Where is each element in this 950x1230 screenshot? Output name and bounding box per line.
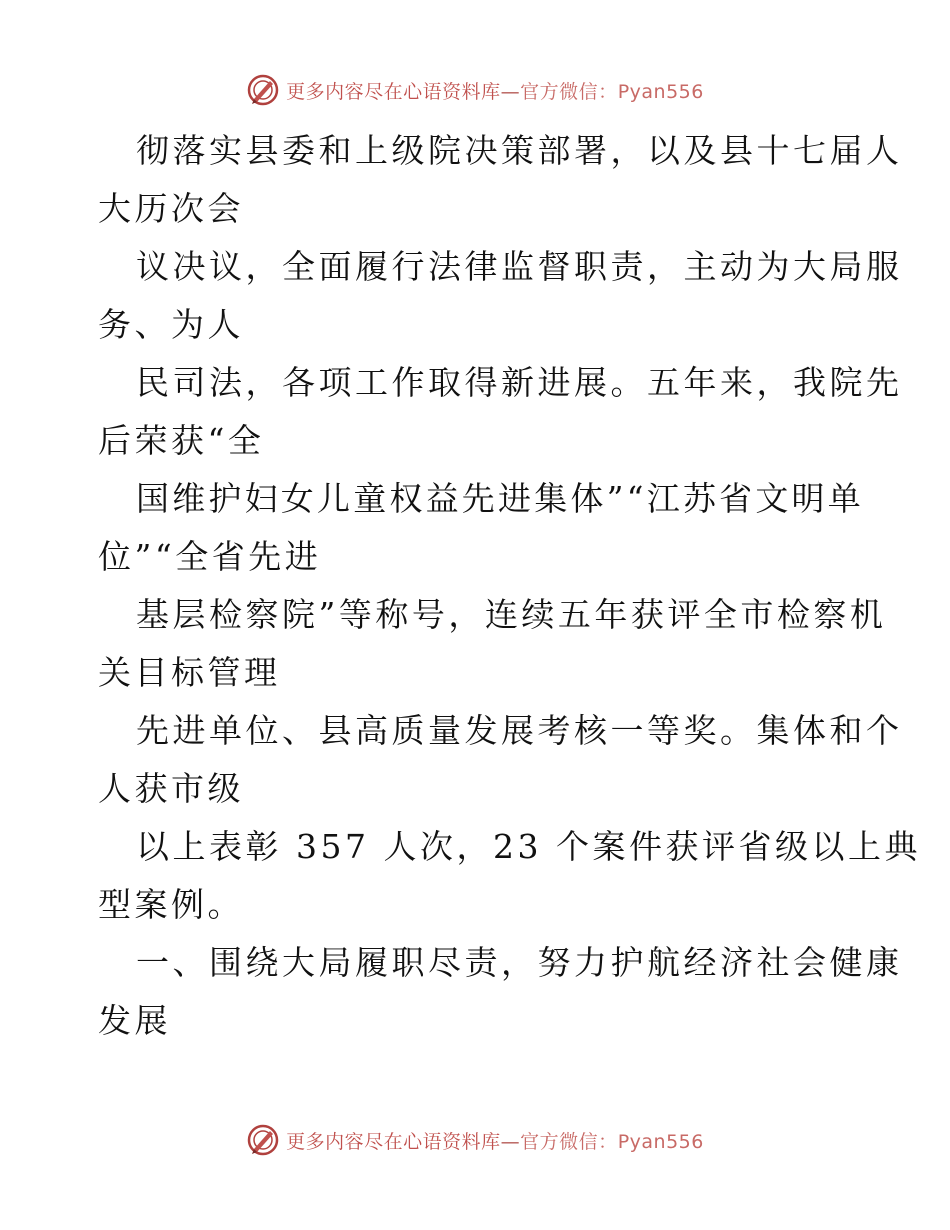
body-line: 先进单位、县高质量发展考核一等奖。集体和个	[136, 711, 903, 750]
banner-site-text: 更多内容尽在心语资料库	[286, 80, 501, 103]
body-line: 发展	[98, 1001, 171, 1040]
body-line: 一、围绕大局履职尽责，努力护航经济社会健康	[136, 943, 903, 982]
footer-banner-text	[286, 1127, 704, 1154]
body-line: 后荣获“全	[98, 421, 265, 460]
banner-wechat-label: 官方微信：	[520, 1130, 618, 1153]
body-line: 人获市级	[98, 769, 244, 808]
pen-logo-icon	[246, 1123, 280, 1157]
footer-banner	[0, 1120, 950, 1160]
banner-site-text: 更多内容尽在心语资料库	[286, 1130, 501, 1153]
body-line: 彻落实县委和上级院决策部署，以及县十七届人	[136, 131, 903, 170]
body-line: 型案例。	[98, 885, 244, 924]
banner-separator: —	[500, 1130, 521, 1153]
body-line: 关目标管理	[98, 653, 281, 692]
body-line: 国维护妇女儿童权益先进集体”“江苏省文明单	[136, 479, 864, 518]
body-line: 位”“全省先进	[98, 537, 322, 576]
banner-wechat-id: Pyan556	[617, 1130, 704, 1153]
body-line: 议决议，全面履行法律监督职责，主动为大局服	[136, 247, 903, 286]
body-line: 基层检察院”等称号，连续五年获评全市检察机	[136, 595, 887, 634]
document-body	[98, 122, 921, 1050]
header-banner-text	[286, 77, 704, 104]
banner-separator: —	[500, 80, 521, 103]
body-line: 以上表彰 357 人次，23 个案件获评省级以上典	[136, 827, 921, 866]
banner-wechat-label: 官方微信：	[520, 80, 618, 103]
pen-logo-icon	[246, 73, 280, 107]
banner-wechat-id: Pyan556	[617, 80, 704, 103]
header-banner	[0, 70, 950, 110]
body-line: 务、为人	[98, 305, 244, 344]
body-line: 民司法，各项工作取得新进展。五年来，我院先	[136, 363, 903, 402]
body-line: 大历次会	[98, 189, 244, 228]
